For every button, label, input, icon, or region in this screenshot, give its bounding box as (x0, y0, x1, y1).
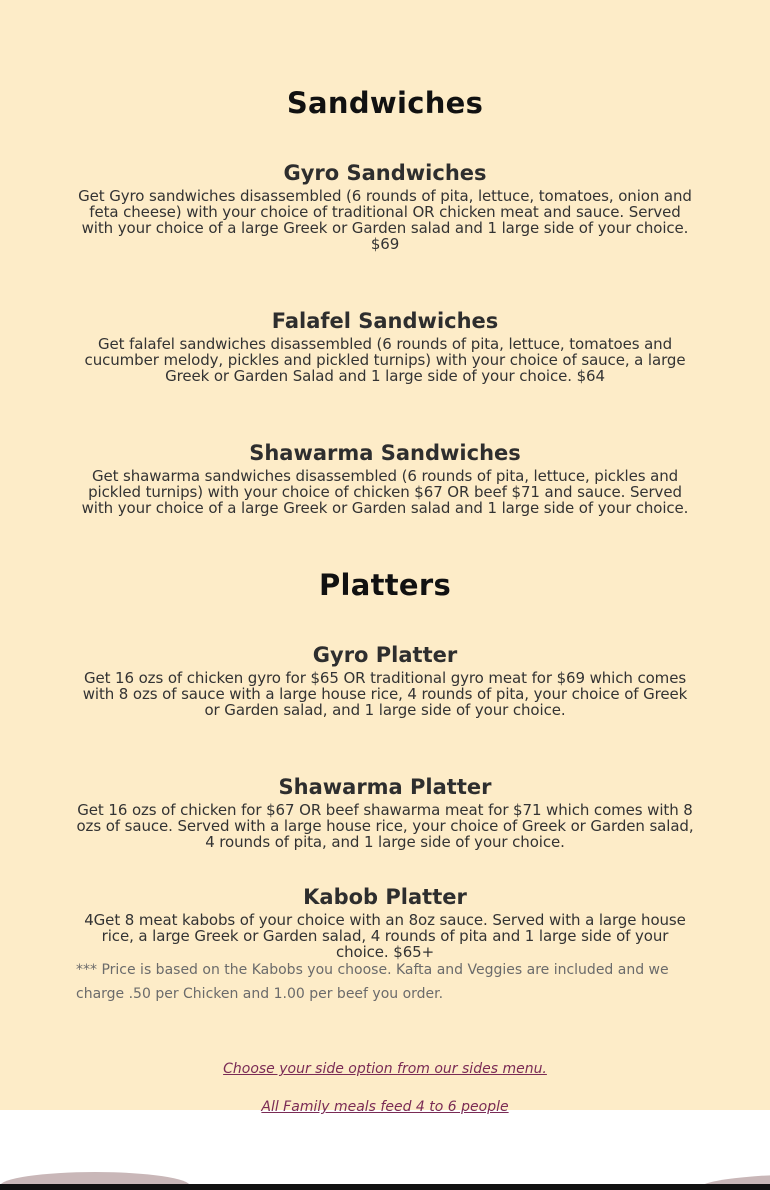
menu-item-shawarma-platter (76, 774, 694, 850)
item-description: 4Get 8 meat kabobs of your choice with an 8oz sauce. Served with a large house rice, a large Greek or Garden salad, 4 rounds of pita and 1 large side of your choice. $65+ (84, 911, 686, 961)
item-description: Get 16 ozs of chicken gyro for $65 OR traditional gyro meat for $69 which comes with 8 ozs of sauce with a large house rice, 4 rounds of pita, your choice of Greek or Garden salad, and 1 large side of your choice. (82, 669, 688, 719)
item-title: Shawarma Sandwiches (249, 441, 521, 465)
sides-menu-link[interactable]: Choose your side option from our sides menu. (223, 1061, 547, 1077)
menu-item-shawarma-sandwiches (76, 440, 694, 516)
item-description: Get 16 ozs of chicken for $67 OR beef shawarma meat for $71 which comes with 8 ozs of sauce. Served with a large house rice, your choice of Greek or Garden salad, 4 rounds of pita, and 1 large side of your choice. (76, 801, 694, 851)
item-title: Gyro Platter (312, 643, 458, 667)
item-description: Get falafel sandwiches disassembled (6 rounds of pita, lettuce, tomatoes and cucumber melody, pickles and pickled turnips) with your choice of sauce, a large Greek or Garden Salad and 1 large side of your choice. $64 (84, 335, 686, 385)
family-meals-link[interactable]: All Family meals feed 4 to 6 people (261, 1099, 509, 1115)
item-title: Shawarma Platter (278, 775, 492, 799)
item-description: Get shawarma sandwiches disassembled (6 rounds of pita, lettuce, pickles and pickled turnips) with your choice of chicken $67 OR beef $71 and sauce. Served with your choice of a large Greek or Garden salad and 1 large side of your choice. (81, 467, 689, 517)
kabob-price-note: *** Price is based on the Kabobs you choose. Kafta and Veggies are included and we charge .50 per Chicken and 1.00 per beef you order. (76, 962, 669, 1002)
section-title-sandwiches: Sandwiches (286, 86, 484, 120)
menu-item-kabob-platter (76, 884, 694, 960)
section-title-platters: Platters (318, 568, 452, 602)
menu-item-gyro-platter (76, 642, 694, 718)
footer-bar (0, 1184, 770, 1190)
menu-item-gyro-sandwiches (76, 160, 694, 252)
item-title: Gyro Sandwiches (283, 161, 487, 185)
item-title: Kabob Platter (303, 885, 467, 909)
menu-item-falafel-sandwiches (76, 308, 694, 384)
item-description: Get Gyro sandwiches disassembled (6 rounds of pita, lettuce, tomatoes, onion and feta cheese) with your choice of traditional OR chicken meat and sauce. Served with your choice of a large Greek or Garden salad and 1 large side of your choice. $69 (78, 187, 692, 253)
item-title: Falafel Sandwiches (271, 309, 499, 333)
